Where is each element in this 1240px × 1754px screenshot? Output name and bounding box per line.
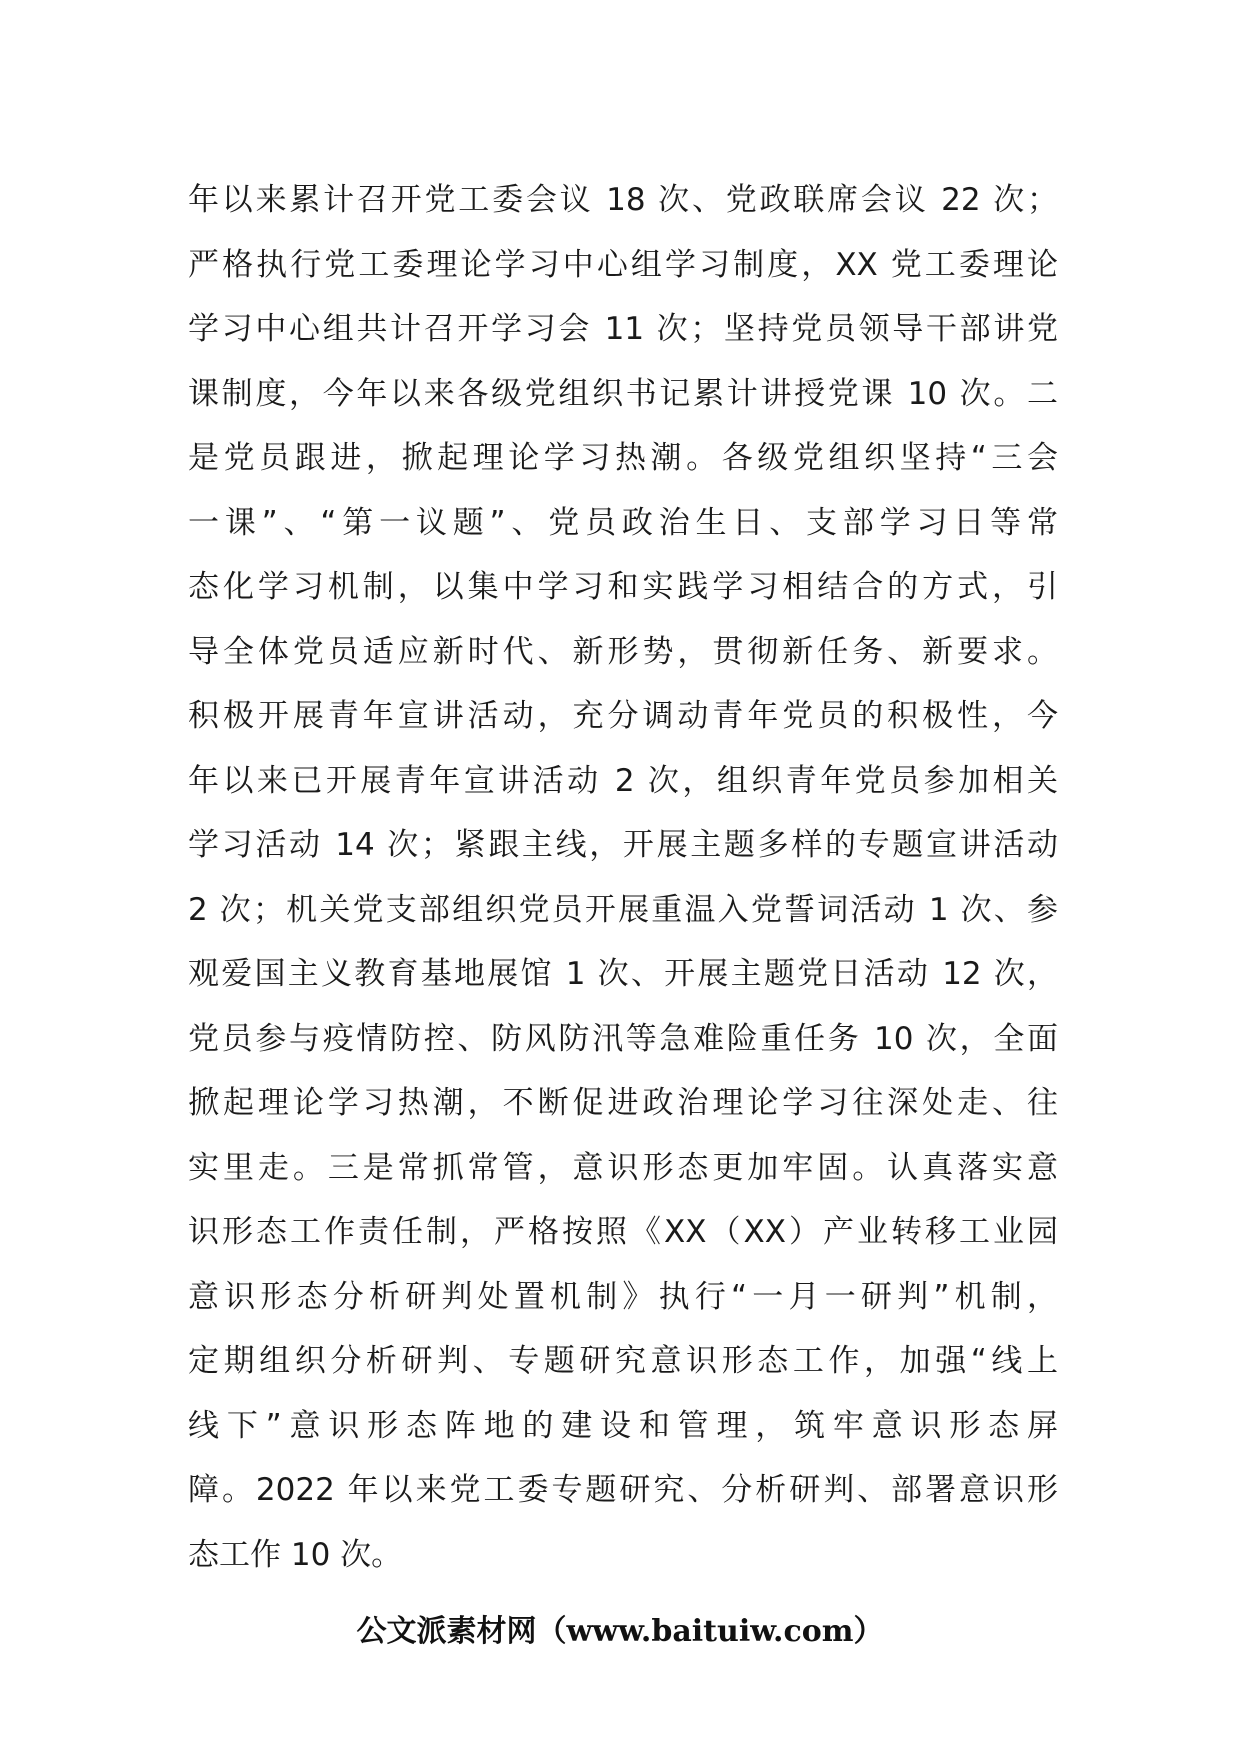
text-line: 年以来已开展青年宣讲活动 2 次，组织青年党员参加相关 xyxy=(188,762,1058,799)
text-line: 严格执行党工委理论学习中心组学习制度，XX 党工委理论 xyxy=(188,246,1058,283)
text-line: 课制度，今年以来各级党组织书记累计讲授党课 10 次。二 xyxy=(188,375,1058,412)
text-line: 掀起理论学习热潮，不断促进政治理论学习往深处走、往 xyxy=(188,1085,1058,1121)
text-line: 年以来累计召开党工委会议 18 次、党政联席会议 22 次； xyxy=(188,182,1058,218)
text-line: 障。2022 年以来党工委专题研究、分析研判、部署意识形 xyxy=(188,1472,1058,1508)
text-line: 学习中心组共计召开学习会 11 次；坚持党员领导干部讲党 xyxy=(188,311,1058,347)
text-line: 观爱国主义教育基地展馆 1 次、开展主题党日活动 12 次， xyxy=(188,956,1058,992)
text-line: 意识形态分析研判处置机制》执行“一月一研判”机制， xyxy=(188,1278,1058,1315)
text-line: 态工作 10 次。 xyxy=(188,1536,403,1573)
text-line: 态化学习机制，以集中学习和实践学习相结合的方式，引 xyxy=(188,569,1058,605)
text-line: 导全体党员适应新时代、新形势，贯彻新任务、新要求。 xyxy=(188,633,1058,670)
text-line: 识形态工作责任制，严格按照《XX（XX）产业转移工业园 xyxy=(188,1214,1058,1250)
text-line: 是党员跟进，掀起理论学习热潮。各级党组织坚持“三会 xyxy=(188,440,1058,476)
text-line: 一课”、“第一议题”、党员政治生日、支部学习日等常 xyxy=(188,504,1058,541)
text-line: 线下”意识形态阵地的建设和管理，筑牢意识形态屏 xyxy=(188,1407,1058,1444)
text-line: 党员参与疫情防控、防风防汛等急难险重任务 10 次，全面 xyxy=(188,1020,1058,1057)
text-line: 实里走。三是常抓常管，意识形态更加牢固。认真落实意 xyxy=(188,1149,1058,1186)
text-line: 定期组织分析研判、专题研究意识形态工作，加强“线上 xyxy=(188,1343,1058,1379)
text-line: 积极开展青年宣讲活动，充分调动青年党员的积极性，今 xyxy=(188,698,1058,734)
text-line: 学习活动 14 次；紧跟主线，开展主题多样的专题宣讲活动 xyxy=(188,827,1058,863)
text-line: 2 次；机关党支部组织党员开展重温入党誓词活动 1 次、参 xyxy=(188,891,1058,928)
body-paragraph xyxy=(188,168,1058,1587)
footer-source: 公文派素材网（www.baituiw.com） xyxy=(356,1614,884,1649)
